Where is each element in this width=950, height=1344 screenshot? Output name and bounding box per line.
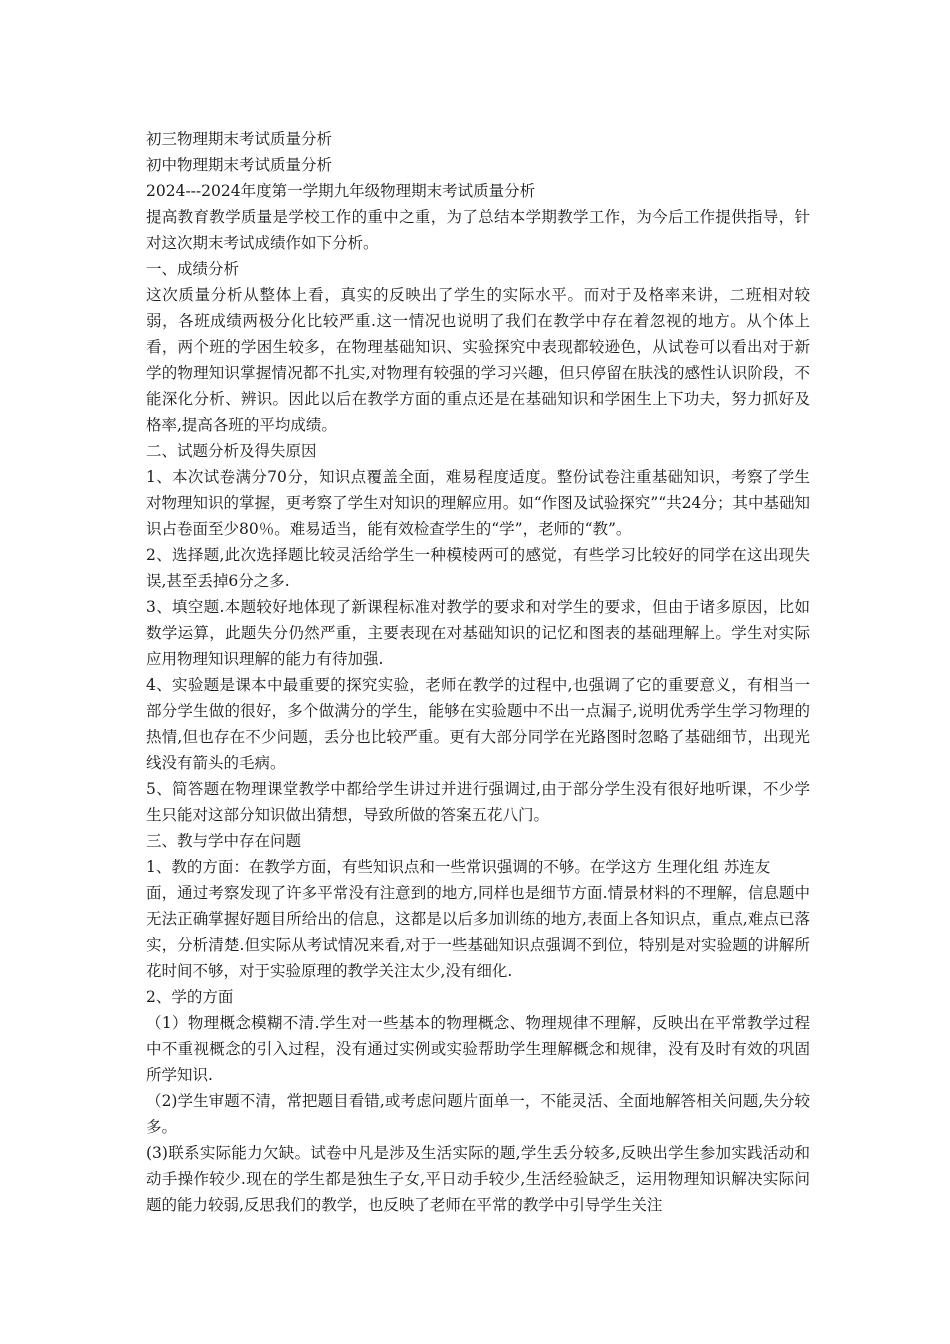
paragraph-intro: 提高教育教学质量是学校工作的重中之重，为了总结本学期教学工作，为今后工作提供指导，针对这次期末考试成绩作如下分析。 [146,208,810,252]
doc-subtitle: 初中物理期末考试质量分析 [146,156,333,174]
paragraph-learning-3: (3)联系实际能力欠缺。试卷中凡是涉及生活实际的题,学生丢分较多,反映出学生参加实践活动和动手操作较少.现在的学生都是独生子女,平日动手较少,生活经验缺乏，运用物理知识解决实际问题的能力较弱,反思我们的教学，也反映了老师在平常的教学中引导学生关注 [146,1144,810,1214]
paragraph-item-2: 2、选择题,此次选择题比较灵活给学生一种模棱两可的感觉，有些学习比较好的同学在这出现失误,甚至丢掉6分之多. [146,546,810,590]
document-body [146,126,810,1218]
paragraph-item-4: 4、实验题是课本中最重要的探究实验，老师在教学的过程中,也强调了它的重要意义，有相当一部分学生做的很好，多个做满分的学生，能够在实验题中不出一点漏子,说明优秀学生学习物理的热情,但也存在不少问题，丢分也比较严重。更有大部分同学在光路图时忽略了基础细节，出现光线没有箭头的毛病。 [146,676,810,772]
section-heading-2: 二、试题分析及得失原因 [146,442,317,460]
section-heading-1: 一、成绩分析 [146,260,240,278]
paragraph-item-5: 5、简答题在物理课堂教学中都给学生讲过并进行强调过,由于部分学生没有很好地听课，不少学生只能对这部分知识做出猜想，导致所做的答案五花八门。 [146,780,810,824]
doc-heading: 2024---2024年度第一学期九年级物理期末考试质量分析 [146,182,536,200]
paragraph-learning-1: （1）物理概念模糊不清.学生对一些基本的物理概念、物理规律不理解，反映出在平常教学过程中不重视概念的引入过程，没有通过实例或实验帮助学生理解概念和规律，没有及时有效的巩固所学知识. [146,1014,810,1084]
paragraph-teaching-1: 1、教的方面：在教学方面，有些知识点和一些常识强调的不够。在学这方 生理化组 苏连友 [146,858,771,876]
subsection-heading-learning: 2、学的方面 [146,988,234,1006]
paragraph-item-3: 3、填空题.本题较好地体现了新课程标准对教学的要求和对学生的要求，但由于诸多原因，比如数学运算，此题失分仍然严重，主要表现在对基础知识的记忆和图表的基础理解上。学生对实际应用物理知识理解的能力有待加强. [146,598,810,668]
paragraph-learning-2: （2)学生审题不清，常把题目看错,或考虑问题片面单一，不能灵活、全面地解答相关问题,失分较多。 [146,1092,810,1136]
section-heading-3: 三、教与学中存在问题 [146,832,302,850]
paragraph-teaching-2: 面，通过考察发现了许多平常没有注意到的地方,同样也是细节方面.情景材料的不理解，信息题中无法正确掌握好题目所给出的信息，这都是以后多加训练的地方,表面上各知识点，重点,难点已落实，分析清楚.但实际从考试情况来看,对于一些基础知识点强调不到位，特别是对实验题的讲解所花时间不够，对于实验原理的教学关注太少,没有细化. [146,884,810,980]
doc-title: 初三物理期末考试质量分析 [146,130,333,148]
paragraph-score-analysis: 这次质量分析从整体上看，真实的反映出了学生的实际水平。而对于及格率来讲，二班相对较弱，各班成绩两极分化比较严重.这一情况也说明了我们在教学中存在着忽视的地方。从个体上看，两个班的学困生较多，在物理基础知识、实验探究中表现都较逊色，从试卷可以看出对于新学的物理知识掌握情况都不扎实,对物理有较强的学习兴趣，但只停留在肤浅的感性认识阶段，不能深化分析、辨识。因此以后在教学方面的重点还是在基础知识和学困生上下功夫，努力抓好及格率,提高各班的平均成绩。 [146,286,810,434]
paragraph-item-1: 1、本次试卷满分70分，知识点覆盖全面，难易程度适度。整份试卷注重基础知识，考察了学生对物理知识的掌握，更考察了学生对知识的理解应用。如“作图及试验探究”“共24分；其中基础知识占卷面至少80％。难易适当，能有效检查学生的“学”，老师的“教”。 [146,468,810,538]
